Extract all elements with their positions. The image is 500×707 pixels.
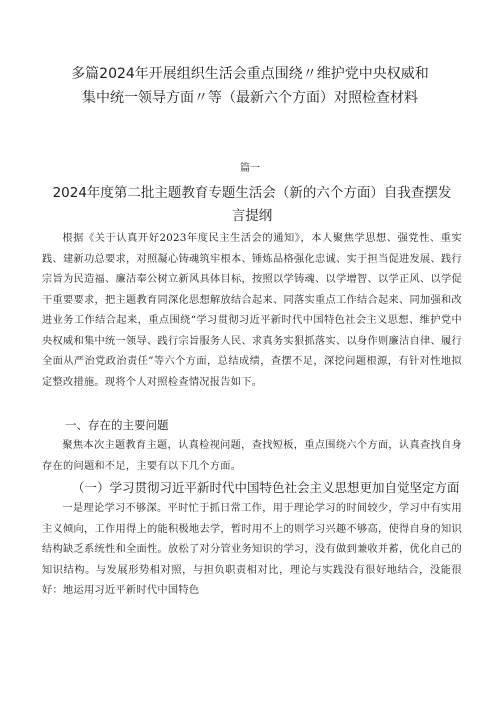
section-subtitle: 2024年度第二批主题教育专题生活会（新的六个方面）自我查摆发言提纲 <box>52 185 452 224</box>
intro-paragraph: 根据《关于认真开好2023年度民主生活会的通知》，本人聚焦学思想、强党性、重实践、建新功总要求，对照凝心铸魂筑牢根本、锤炼品格强化忠诚、实于担当促进发展、践行宗旨为民造福、廉洁奉公树立新风具体目标，按照以学铸魂、以学增智、以学正风、以学促干重要要求，把主题教育同深化思想解放结合起来、同落实重点工作结合起来、同加强和改进业务工作结合起来，重点围绕“学习贯彻习近平新时代中国特色社会主义思想、维护党中央权威和集中统一领导、践行宗旨服务人民、求真务实狠抓落实、以身作则廉洁自律、履行全面从严治党政治责任”等六个方面，总结成绩，查摆不足，深挖问题根源，有针对性地拟定整改措施。现将个人对照检查情况报告如下。 <box>42 233 462 388</box>
first-problem-paragraph: 一是理论学习不够深。平时忙于抓日常工作，用于理论学习的时间较少，学习中有实用主义倾向，工作用得上的能积极地去学，暂时用不上的则学习兴趣不够高，使得自身的知识结构缺乏系统性和全面性。放松了对分管业务知识的学习，没有做到兼收并蓄，优化自己的知识结构。与发展形势相对照，与担负职责相对比，理论与实践没有很好地结合，没能很好：地运用习近平新时代中国特色 <box>42 503 462 596</box>
focus-paragraph: 聚焦本次主题教育主题，认真检视问题，查找短板，重点围绕六个方面，认真查找自身存在的问题和不足，主要有以下几个方面。 <box>42 440 462 472</box>
section-label: 篇一 <box>240 163 260 174</box>
heading-study-thought: （一）学习贯彻习近平新时代中国特色社会主义思想更加自觉坚定方面 <box>72 480 460 495</box>
heading-main-problems: 一、存在的主要问题 <box>65 418 169 432</box>
document-body <box>42 229 462 664</box>
document-title: 多篇2024年开展组织生活会重点围绕〃维护党中央权威和集中统一领导方面〃等（最新六个方面）对照检查材料 <box>71 66 429 106</box>
